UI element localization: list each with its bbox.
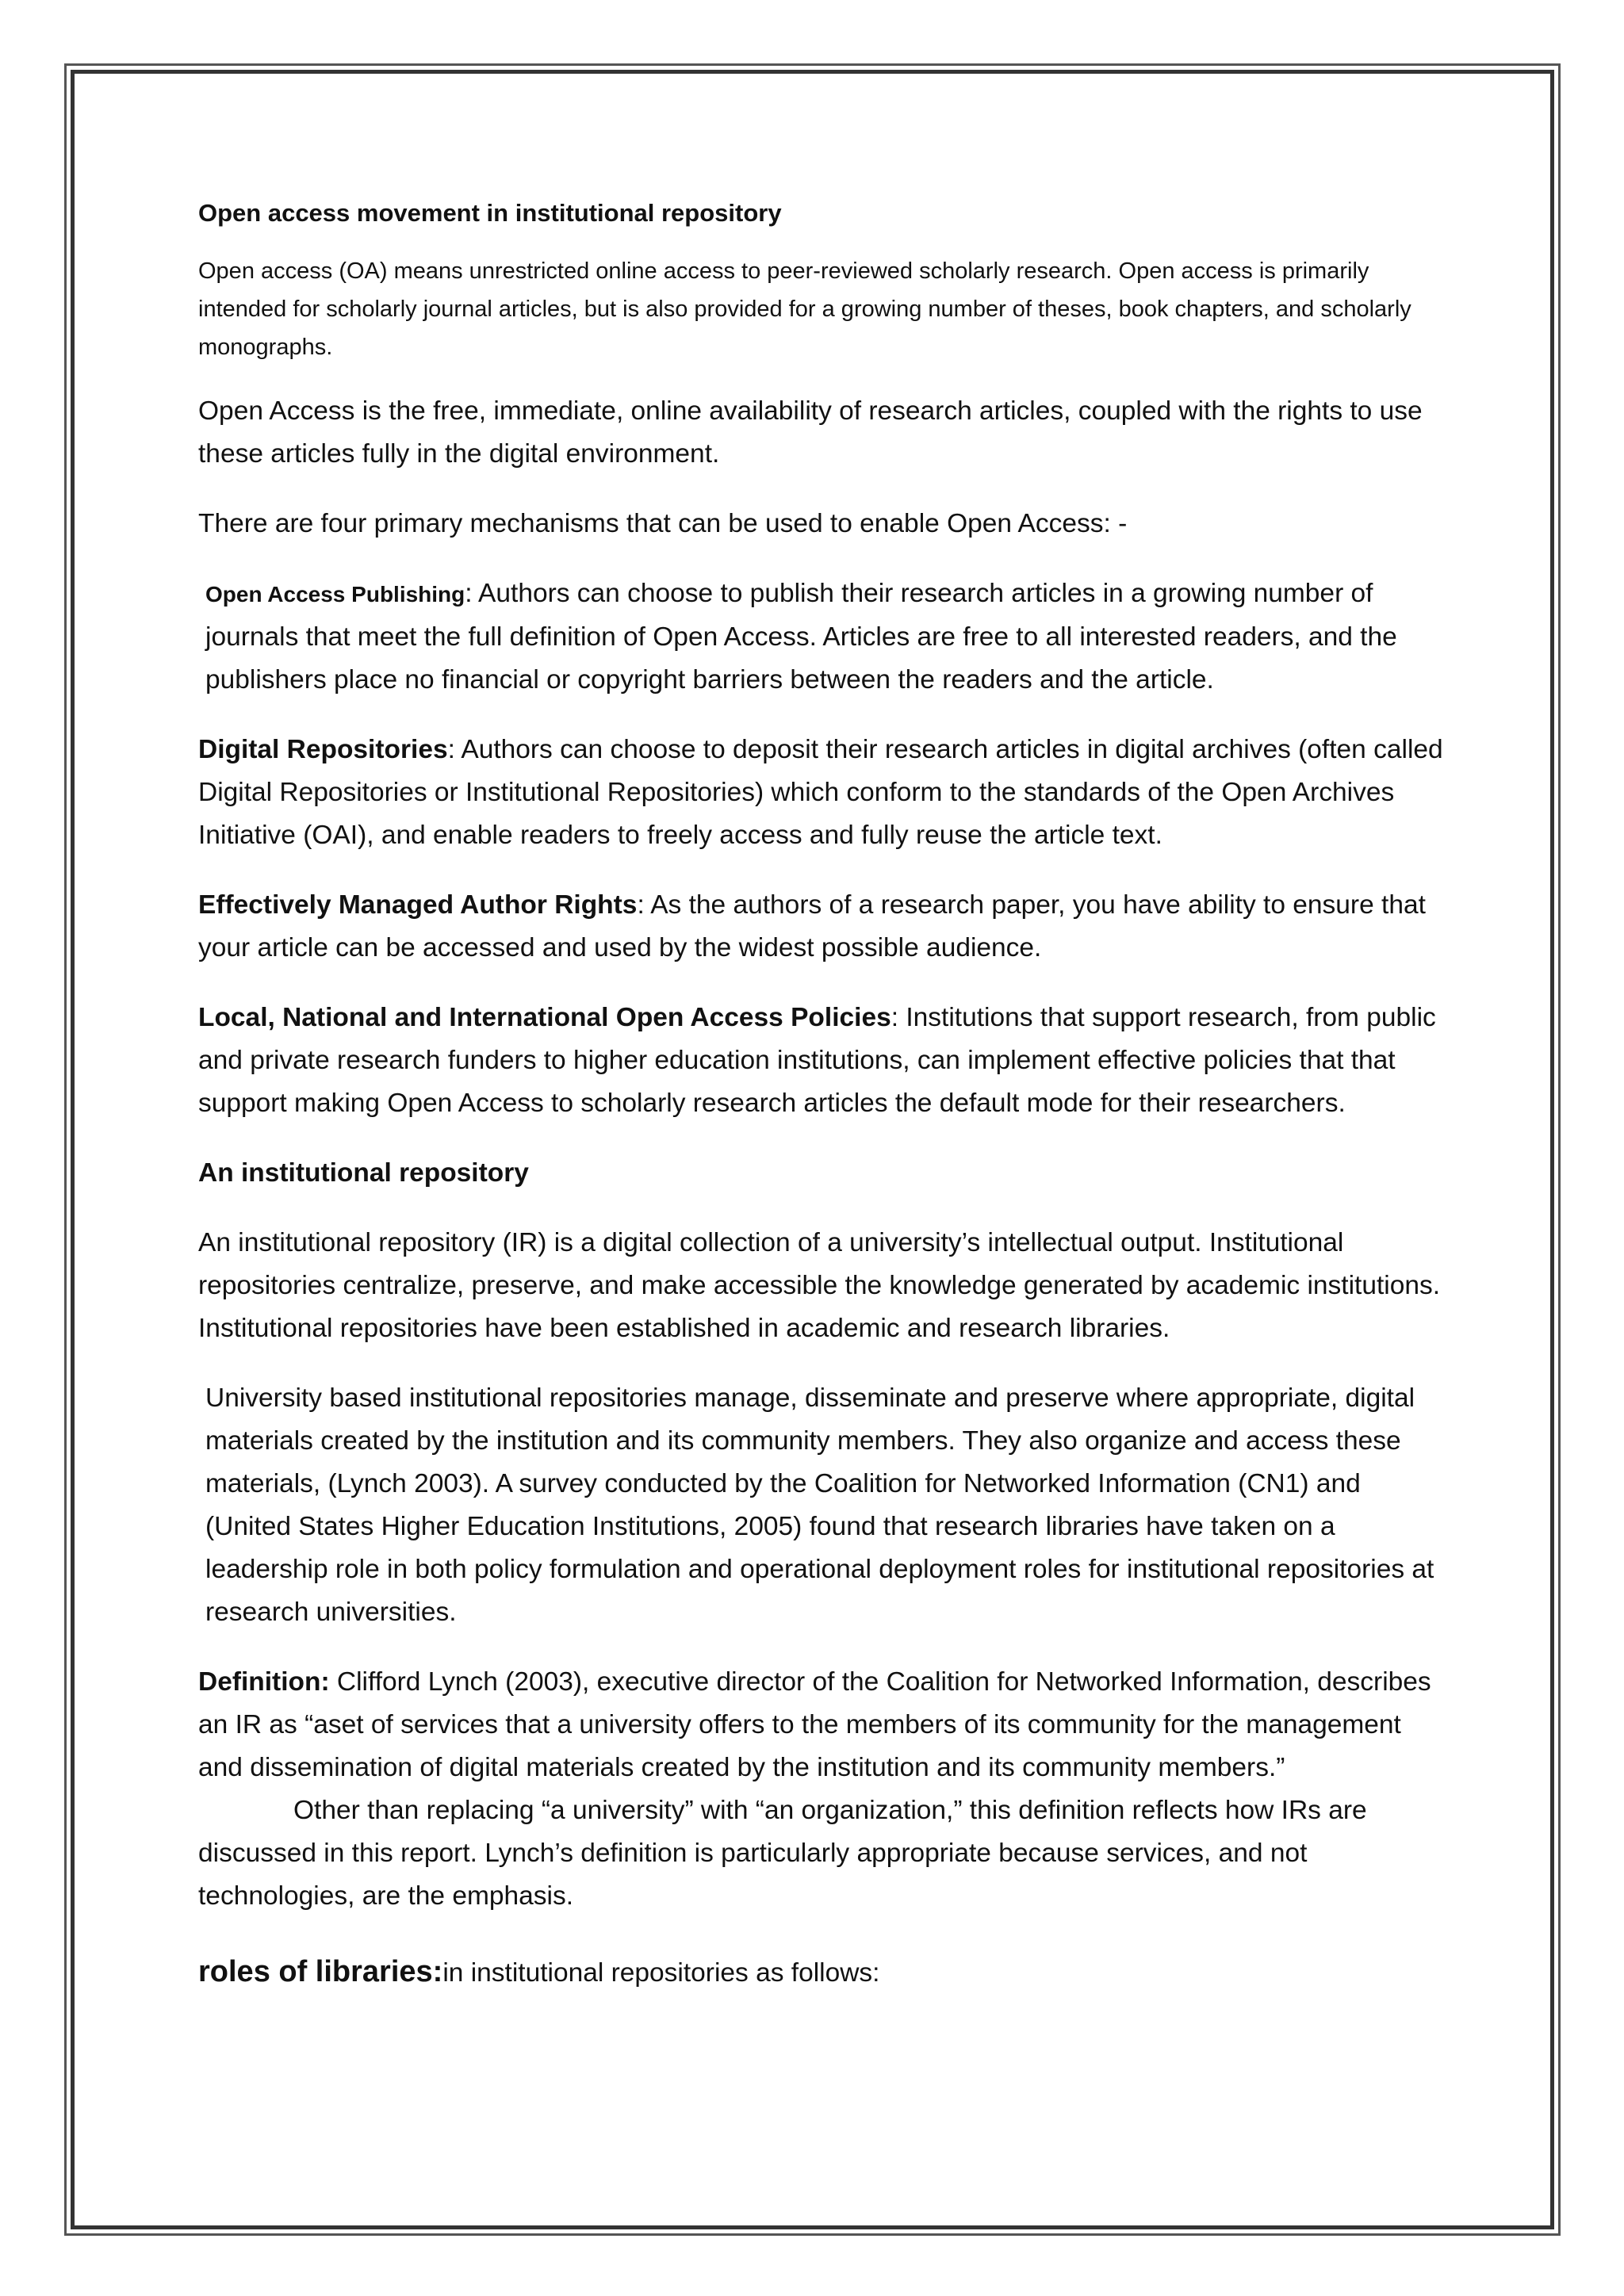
mechanism-lead: Digital Repositories (198, 735, 448, 764)
roles-text: in institutional repositories as follows: (442, 1958, 880, 1988)
ir-paragraph-1: An institutional repository (IR) is a digital collection of a university’s intellectual output. Institutional repositories centralize, preserve, and make accessible the knowledge generated by academic institutions. Institutional repositories have been established in academic and research libraries. (198, 1228, 1441, 1343)
mechanism-text: : Authors can choose to deposit their research articles in digital archives (often called Digital Repositories or Institutional Repositories) which conform to the standards of the Open Archives Initiative (OAI), and enable readers to freely access and fully reuse the article text. (198, 735, 1443, 850)
roles-of-libraries-line (198, 1948, 1451, 1997)
free-availability-paragraph: Open Access is the free, immediate, online availability of research articles, coupled with the rights to use these articles fully in the digital environment. (198, 396, 1423, 469)
mechanism-lead: Effectively Managed Author Rights (198, 890, 638, 920)
mechanism-author-rights (198, 884, 1451, 970)
mechanism-lead: Local, National and International Open Access Policies (198, 1003, 891, 1032)
ir-heading: An institutional repository (198, 1158, 529, 1188)
mechanism-text: : Authors can choose to publish their research articles in a growing number of journals that meet the full definition of Open Access. Articles are free to all interested readers, and the publishers place no financial or copyright barriers between the readers and the article. (205, 579, 1397, 695)
document-body (198, 197, 1451, 1997)
mechanism-lead: Open Access Publishing (205, 582, 465, 607)
definition-continuation: Other than replacing “a university” with “an organization,” this definition reflects how IRs are discussed in this report. Lynch’s definition is particularly appropriate because services, and not technologies, are the emphasis. (198, 1796, 1367, 1911)
roles-lead: roles of libraries: (198, 1955, 443, 1988)
ir-paragraph-2: University based institutional repositories manage, disseminate and preserve where appropriate, digital materials created by the institution and its community members. They also organize and access these materials, (Lynch 2003). A survey conducted by the Coalition for Networked Information (CN1) and (United States Higher Education Institutions, 2005) found that research libraries have taken on a leadership role in both policy formulation and operational deployment roles for institutional repositories at research universities. (205, 1383, 1434, 1627)
intro-paragraph: Open access (OA) means unrestricted online access to peer-reviewed scholarly research. Open access is primarily intended for scholarly journal articles, but is also provided for a growing number of theses, book chapters, and scholarly monographs. (198, 258, 1411, 360)
definition-lead: Definition: (198, 1667, 330, 1697)
mechanism-text: : As the authors of a research paper, you have ability to ensure that your article can be accessed and used by the widest possible audience. (198, 890, 1426, 962)
mechanism-open-access-policies (198, 997, 1451, 1125)
definition-text: Clifford Lynch (2003), executive director of the Coalition for Networked Information, describes an IR as “aset of services that a university offers to the members of its community for the management and dissemination of digital materials created by the institution and its community members.” (198, 1667, 1431, 1782)
definition-paragraph (198, 1661, 1451, 1789)
mechanism-digital-repositories (198, 729, 1451, 857)
mechanism-text: : Institutions that support research, from public and private research funders to higher education institutions, can implement effective policies that that support making Open Access to scholarly research articles the default mode for their researchers. (198, 1003, 1436, 1118)
document-title: Open access movement in institutional repository (198, 199, 782, 227)
mechanisms-intro-paragraph: There are four primary mechanisms that can be used to enable Open Access: - (198, 509, 1128, 538)
mechanism-open-access-publishing (198, 572, 1451, 702)
